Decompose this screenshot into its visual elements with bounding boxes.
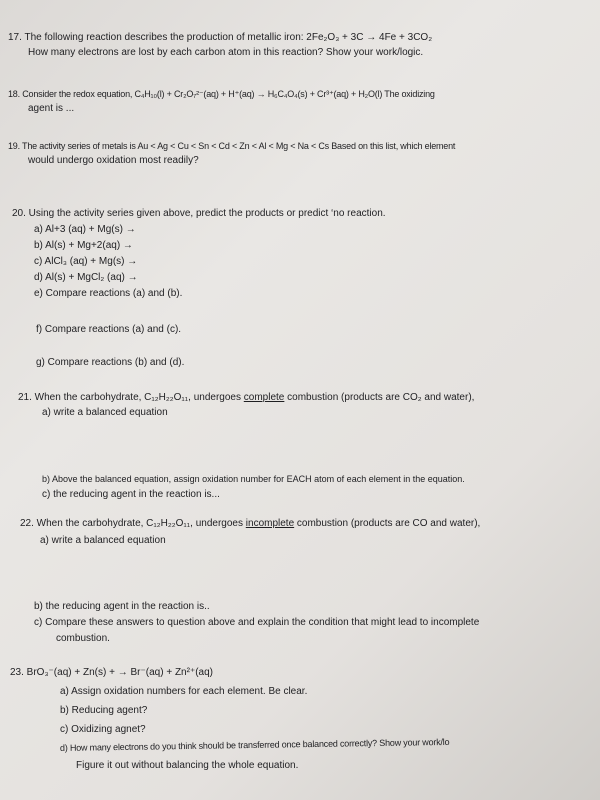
q23-stem: 23. BrO₃⁻(aq) + Zn(s) + → Br⁻(aq) + Zn²⁺(aq) — [10, 667, 214, 678]
q20-stem: 20. Using the activity series given above, predict the products or predict ‘no reaction. — [12, 208, 386, 219]
q23-part-c: c) Oxidizing agnet? — [60, 724, 146, 735]
q21-stem-emphasis: complete — [243, 392, 285, 403]
q22-part-c-line2: combustion. — [56, 633, 110, 644]
q18-line1: 18. Consider the redox equation, C₄H₁₀(l) + Cr₂O₇²⁻(aq) + H⁺(aq) → H₆C₄O₄(s) + Cr³⁺(aq) + H₂O(l) The oxidizing — [8, 89, 435, 99]
q20-part-e: e) Compare reactions (a) and (b). — [34, 288, 183, 299]
q21-part-c: c) the reducing agent in the reaction is... — [42, 489, 220, 500]
q23-part-d-line2: Figure it out without balancing the whole equation. — [76, 760, 299, 771]
q20-part-d: d) Al(s) + MgCl₂ (aq) → — [34, 272, 138, 283]
q20-part-f: f) Compare reactions (a) and (c). — [36, 324, 182, 335]
q21-stem — [18, 392, 474, 404]
q20-part-c: c) AlCl₃ (aq) + Mg(s) → — [34, 256, 138, 267]
q19-line1: 19. The activity series of metals is Au < Ag < Cu < Sn < Cd < Zn < Al < Mg < Na < Cs Based on this list, which element — [8, 141, 456, 151]
q21-part-b: b) Above the balanced equation, assign oxidation number for EACH atom of each element in the equation. — [42, 474, 465, 484]
q23-part-d-line1: d) How many electrons do you think should be transferred once balanced correctly? Show your work/lo — [59, 736, 450, 753]
q22-part-a: a) write a balanced equation — [40, 535, 166, 546]
q23-part-a: a) Assign oxidation numbers for each element. Be clear. — [60, 686, 308, 697]
q22-stem-emphasis: incomplete — [245, 518, 295, 529]
q22-stem-post: combustion (products are CO and water), — [294, 518, 481, 529]
q22-part-c-line1: c) Compare these answers to question above and explain the condition that might lead to incomplete — [34, 617, 480, 628]
q20-part-b: b) Al(s) + Mg+2(aq) → — [34, 240, 133, 251]
q20-part-g: g) Compare reactions (b) and (d). — [36, 357, 185, 368]
q21-part-a: a) write a balanced equation — [42, 407, 168, 418]
q18-line2: agent is ... — [28, 103, 75, 114]
q22-stem — [20, 518, 480, 530]
q21-stem-pre: 21. When the carbohydrate, C₁₂H₂₂O₁₁, undergoes — [18, 392, 244, 403]
q21-stem-post: combustion (products are CO₂ and water), — [284, 392, 475, 403]
q17-line2: How many electrons are lost by each carbon atom in this reaction? Show your work/logic. — [28, 47, 424, 58]
q17-line1: 17. The following reaction describes the production of metallic iron: 2Fe₂O₃ + 3C → 4Fe + 3CO₂ — [8, 32, 433, 43]
q23-part-b: b) Reducing agent? — [60, 705, 148, 716]
q19-line2: would undergo oxidation most readily? — [28, 155, 199, 166]
q20-part-a: a) Al+3 (aq) + Mg(s) → — [34, 224, 136, 235]
q22-stem-pre: 22. When the carbohydrate, C₁₂H₂₂O₁₁, undergoes — [20, 518, 246, 529]
q22-part-b: b) the reducing agent in the reaction is.. — [34, 601, 210, 612]
